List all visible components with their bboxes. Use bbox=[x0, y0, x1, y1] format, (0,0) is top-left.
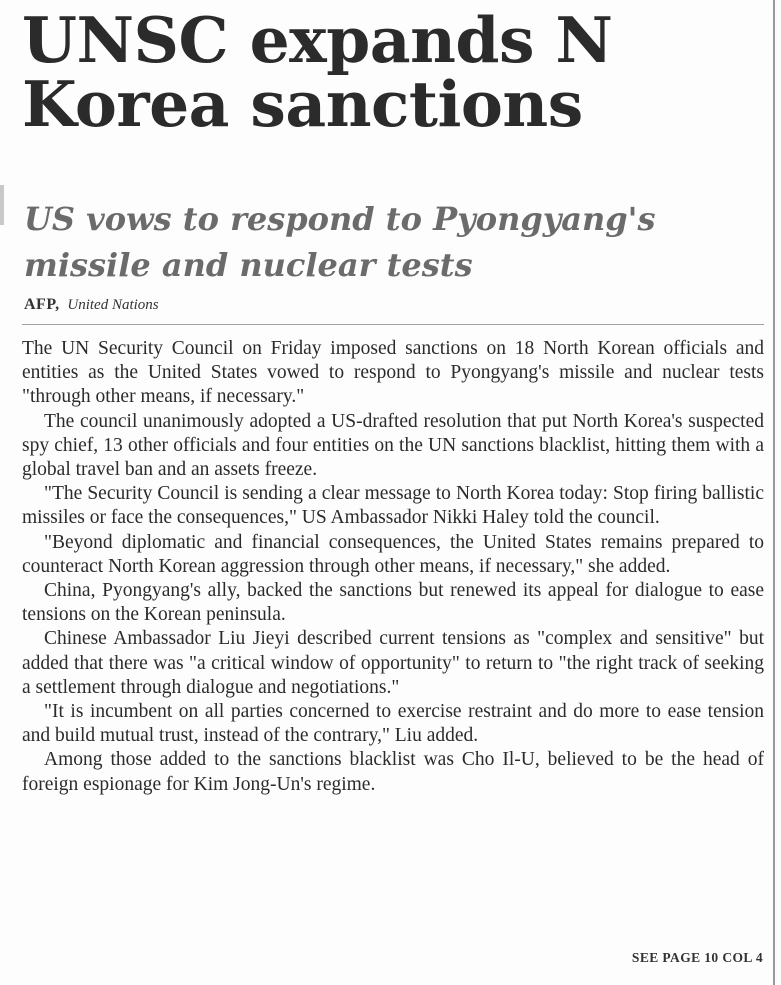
byline-location: United Nations bbox=[67, 297, 159, 313]
paragraph-2: The council unanimously adopted a US-drafted resolution that put North Korea's suspected spy chief, 13 other officials and four entities on the UN sanctions blacklist, hitting them with a global travel ban and an assets freeze. bbox=[22, 410, 764, 481]
paragraph-6: Chinese Ambassador Liu Jieyi described current tensions as "complex and sensitive" but added that there was "a critical window of opportunity" to return to "the right track of seeking a settlement through dialogue and negotiations." bbox=[22, 628, 764, 698]
byline-agency: AFP, bbox=[24, 296, 60, 313]
article-body bbox=[22, 337, 764, 797]
page-edge-mark bbox=[0, 185, 4, 225]
paragraph-8: Among those added to the sanctions blacklist was Cho Il-U, believed to be the head of foreign espionage for Kim Jong-Un's regime. bbox=[22, 749, 764, 795]
byline bbox=[24, 296, 159, 314]
column-rule bbox=[773, 0, 775, 985]
paragraph-7: "It is incumbent on all parties concerned to exercise restraint and do more to ease tension and build mutual trust, instead of the contrary," Liu added. bbox=[22, 701, 764, 747]
byline-divider bbox=[22, 324, 764, 325]
headline: UNSC expands N Korea sanctions bbox=[22, 3, 613, 141]
paragraph-1: The UN Security Council on Friday imposed sanctions on 18 North Korean officials and entities as the United States vowed to respond to Pyongyang's missile and nuclear tests "through other means, if necessary." bbox=[22, 338, 764, 408]
paragraph-3: "The Security Council is sending a clear message to North Korea today: Stop firing ballistic missiles or face the consequences," US Ambassador Nikki Haley told the council. bbox=[22, 483, 764, 529]
continued-on-page-note: SEE PAGE 10 COL 4 bbox=[631, 950, 763, 965]
subheadline: US vows to respond to Pyongyang's missile and nuclear tests bbox=[24, 200, 656, 284]
paragraph-5: China, Pyongyang's ally, backed the sanctions but renewed its appeal for dialogue to ease tensions on the Korean peninsula. bbox=[22, 580, 764, 626]
paragraph-4: "Beyond diplomatic and financial consequences, the United States remains prepared to counteract North Korean aggression through other means, if necessary," she added. bbox=[22, 531, 764, 577]
